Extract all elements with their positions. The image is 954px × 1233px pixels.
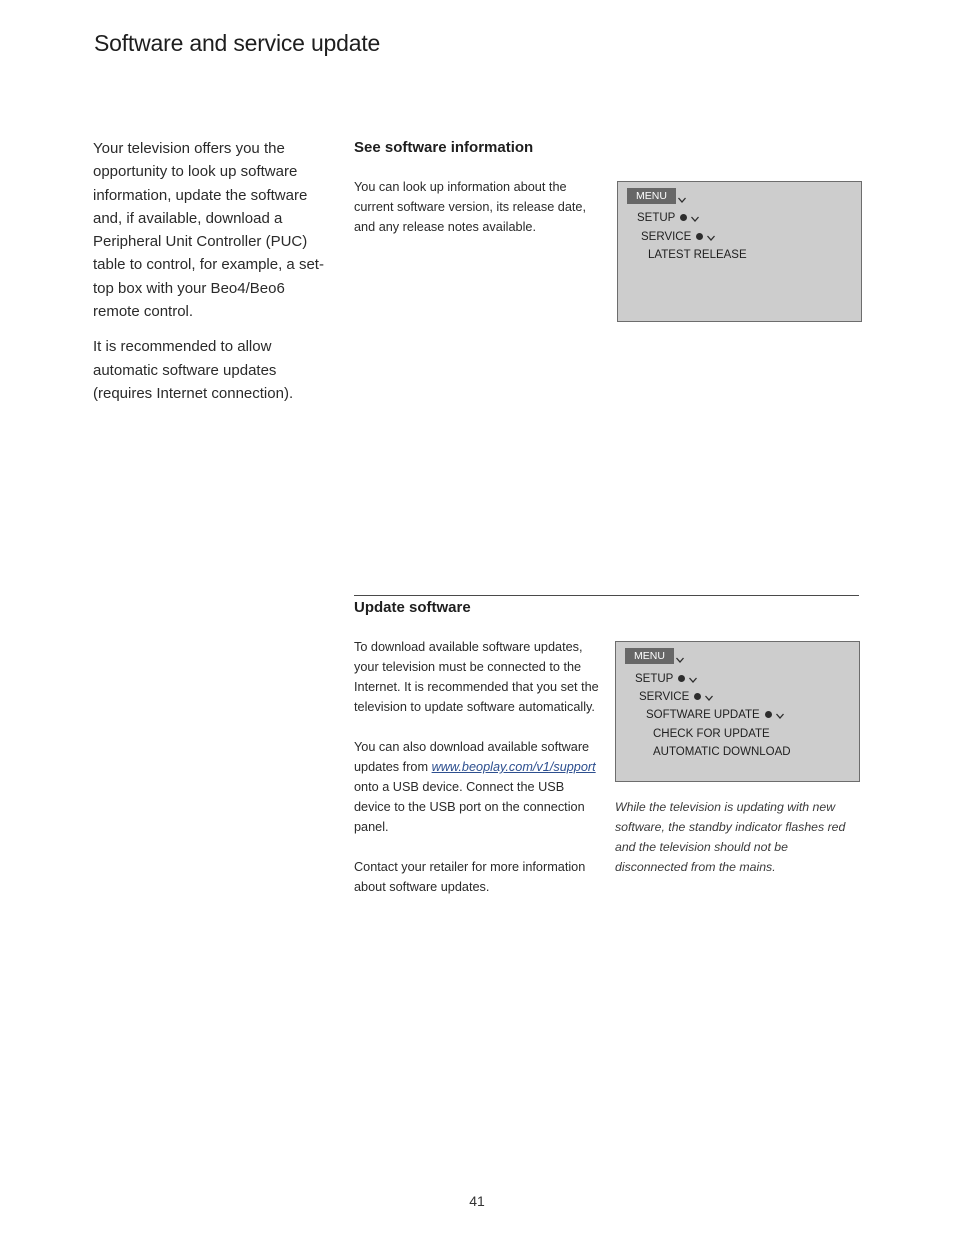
support-link[interactable]: www.beoplay.com/v1/support [431,760,596,774]
menu-screen-see-info [617,181,862,322]
chevron-down-icon [706,233,716,243]
see-info-paragraph: You can look up information about the current software version, its release date, and any release notes available. [354,180,587,234]
chevron-down-icon [690,214,700,224]
chevron-down-icon [675,655,685,665]
see-info-body [354,177,599,257]
menu-item-service: SERVICE [639,690,714,704]
menu-tag: MENU [627,188,676,204]
bullet-dot-icon [765,711,772,718]
see-info-heading: See software information [354,139,534,156]
chevron-down-icon [775,711,785,721]
menu-item-setup: SETUP [637,211,700,225]
menu-item-software-update: SOFTWARE UPDATE [646,708,785,722]
update-body [354,637,604,917]
bullet-dot-icon [678,675,685,682]
menu-item-service: SERVICE [641,230,716,244]
intro-text [93,137,329,417]
update-heading: Update software [354,599,471,616]
menu-item-latest-release: LATEST RELEASE [648,249,747,261]
menu-item-setup: SETUP [635,672,698,686]
section-divider [354,595,859,596]
update-paragraph-1: To download available software updates, your television must be connected to the Internet. It is recommended that you set the television to update software automatically. [354,640,599,714]
menu-item-automatic-download: AUTOMATIC DOWNLOAD [653,746,791,758]
page-title: Software and service update [94,30,381,56]
page-number: 41 [469,1193,485,1209]
bullet-dot-icon [694,693,701,700]
bullet-dot-icon [696,233,703,240]
update-paragraph-2: You can also download available software updates from www.beoplay.com/v1/support onto a USB device. Connect the USB device to the USB port on the connection panel. [354,740,596,834]
chevron-down-icon [704,693,714,703]
chevron-down-icon [688,675,698,685]
menu-tag: MENU [625,648,674,664]
menu-screen-update [615,641,860,782]
intro-paragraph-1: Your television offers you the opportunity to look up software information, update the software and, if available, download a Peripheral Unit Controller (PUC) table to control, for example, a set-top box with your Beo4/Beo6 remote control. [93,140,324,321]
intro-paragraph-2: It is recommended to allow automatic software updates (requires Internet connection). [93,338,294,402]
bullet-dot-icon [680,214,687,221]
menu-item-check-for-update: CHECK FOR UPDATE [653,728,770,740]
update-caption: While the television is updating with new software, the standby indicator flashes red and the television should not be disconnected from the mains. [615,800,846,874]
chevron-down-icon [677,195,687,205]
update-paragraph-3: Contact your retailer for more information about software updates. [354,860,586,894]
